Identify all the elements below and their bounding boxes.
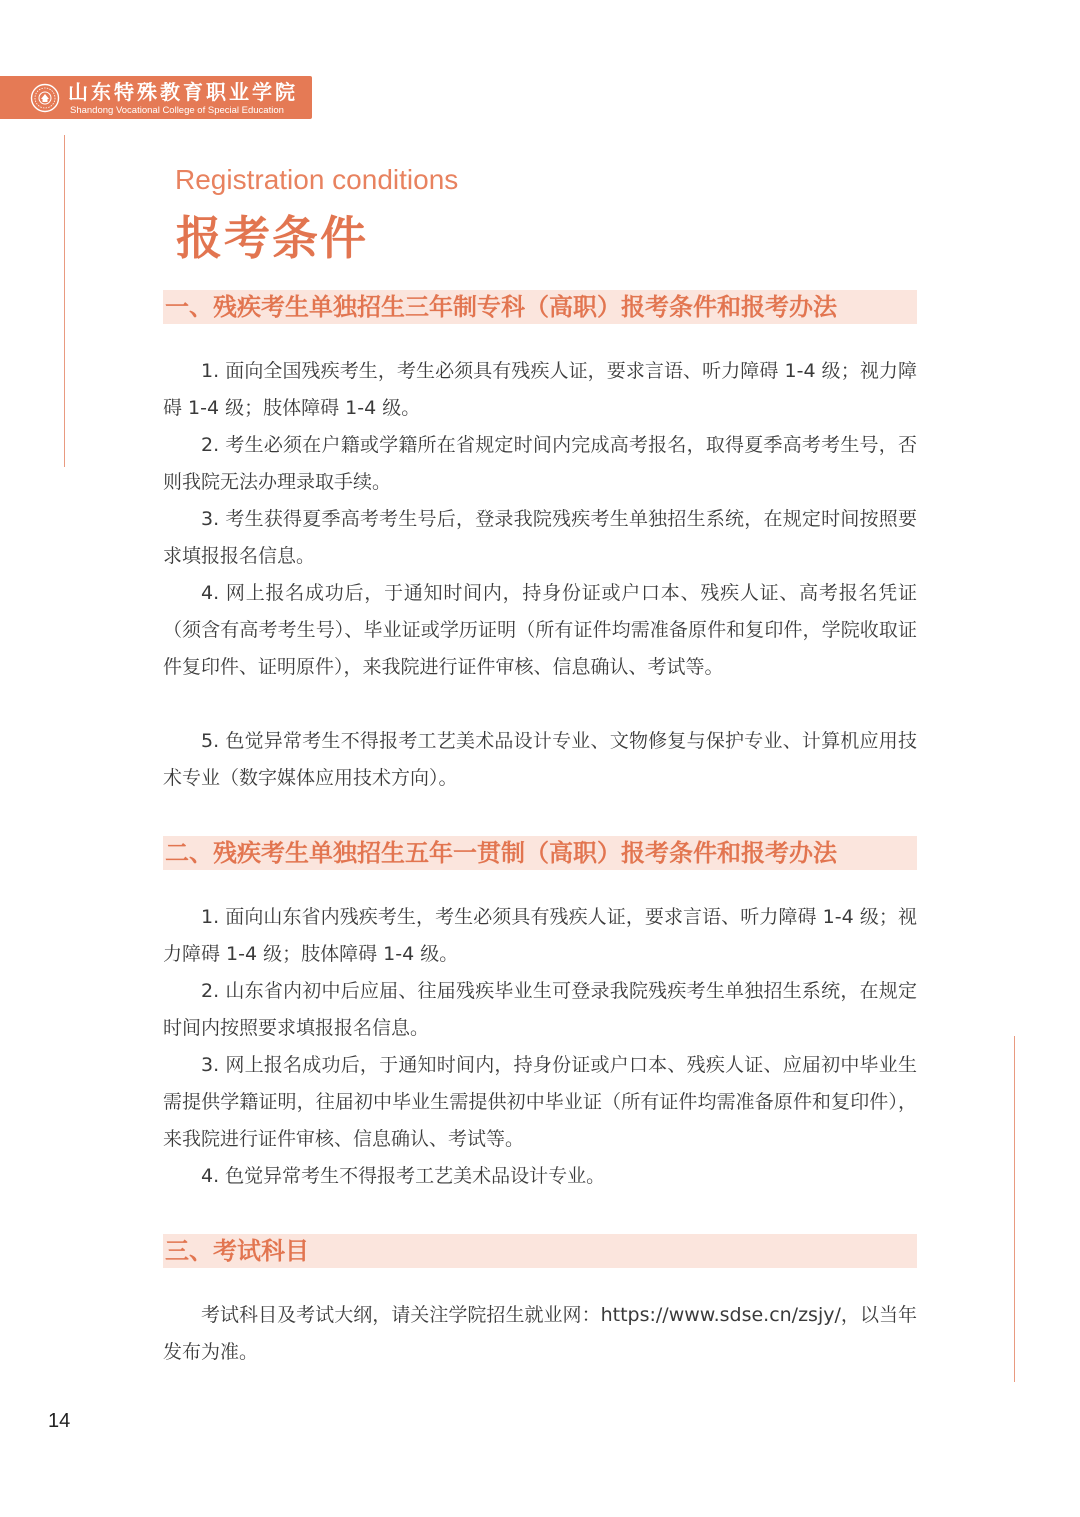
section-heading-1-text: 一、残疾考生单独招生三年制专科（高职）报考条件和报考办法 — [165, 293, 837, 321]
school-seal-logo — [30, 83, 60, 113]
school-name-en: Shandong Vocational College of Special Education — [70, 105, 284, 116]
paragraph: 5. 色觉异常考生不得报考工艺美术品设计专业、文物修复与保护专业、计算机应用技术专业（数字媒体应用技术方向）。 — [163, 730, 917, 789]
page-subtitle-en: Registration conditions — [175, 164, 459, 195]
paragraph: 3. 网上报名成功后，于通知时间内，持身份证或户口本、残疾人证、应届初中毕业生需提供学籍证明，往届初中毕业生需提供初中毕业证（所有证件均需准备原件和复印件），来我院进行证件审核、信息确认、考试等。 — [163, 1054, 917, 1150]
paragraph: 1. 面向山东省内残疾考生，考生必须具有残疾人证，要求言语、听力障碍 1-4 级；视力障碍 1-4 级；肢体障碍 1-4 级。 — [163, 906, 917, 965]
paragraph: 1. 面向全国残疾考生，考生必须具有残疾人证，要求言语、听力障碍 1-4 级；视力障碍 1-4 级；肢体障碍 1-4 级。 — [163, 360, 917, 419]
section-heading-2-text: 二、残疾考生单独招生五年一贯制（高职）报考条件和报考办法 — [165, 839, 837, 867]
decorative-line-left — [64, 135, 65, 467]
section-heading-1 — [163, 290, 917, 324]
page-title: 报考条件 — [176, 211, 368, 265]
decorative-line-right — [1014, 1036, 1015, 1382]
section-heading-3-text: 三、考试科目 — [165, 1237, 309, 1265]
paragraph: 2. 考生必须在户籍或学籍所在省规定时间内完成高考报名，取得夏季高考考生号，否则我院无法办理录取手续。 — [163, 434, 917, 493]
paragraph: 4. 网上报名成功后，于通知时间内，持身份证或户口本、残疾人证、高考报名凭证（须含有高考考生号）、毕业证或学历证明（所有证件均需准备原件和复印件，学院收取证件复印件、证明原件），来我院进行证件审核、信息确认、考试等。 — [163, 582, 917, 678]
section-heading-2 — [163, 836, 917, 870]
paragraph: 4. 色觉异常考生不得报考工艺美术品设计专业。 — [201, 1165, 606, 1187]
paragraph: 3. 考生获得夏季高考考生号后，登录我院残疾考生单独招生系统，在规定时间按照要求填报报名信息。 — [163, 508, 917, 567]
paragraph: 考试科目及考试大纲，请关注学院招生就业网：https://www.sdse.cn/zsjy/，以当年发布为准。 — [163, 1304, 917, 1363]
paragraph: 2. 山东省内初中后应届、往届残疾毕业生可登录我院残疾考生单独招生系统，在规定时间内按照要求填报报名信息。 — [163, 980, 917, 1039]
school-name-cn: 山东特殊教育职业学院 — [68, 80, 298, 104]
section-heading-3 — [163, 1234, 917, 1268]
page-number: 14 — [48, 1410, 71, 1432]
